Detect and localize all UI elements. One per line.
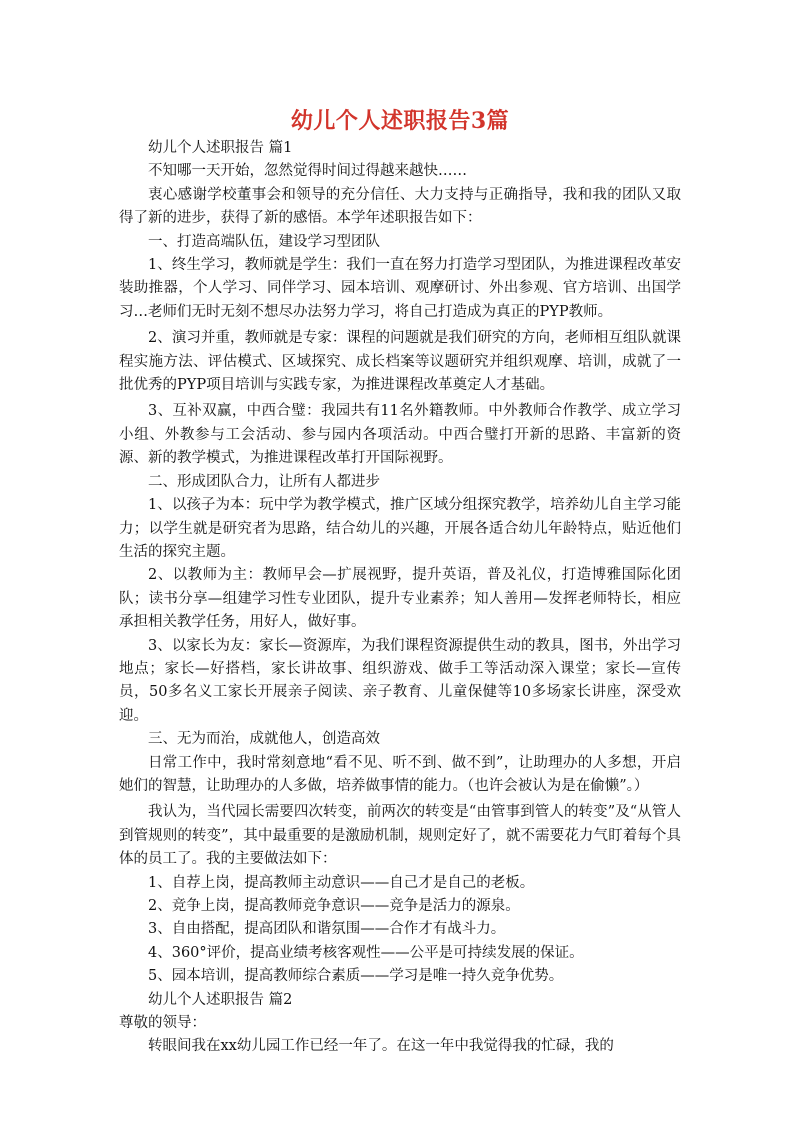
document-title: 幼儿个人述职报告3篇 bbox=[290, 108, 510, 134]
paragraph-teacher-centered: 2、以教师为主：教师早会—扩展视野，提升英语，普及礼仪，打造博雅国际化团队；读书分享—组建学习性专业团队，提升专业素养；知人善用—发挥老师特长，相应承担相关教学任务，用好人，做好事。 bbox=[119, 567, 681, 631]
paragraph-child-centered: 1、以孩子为本：玩中学为教学模式，推广区域分组探究教学，培养幼儿自主学习能力；以学生就是研究者为思路，结合幼儿的兴趣，开展各适合幼儿年龄特点，贴近他们生活的探究主题。 bbox=[119, 497, 681, 560]
heading-two: 二、形成团队合力，让所有人都进步 bbox=[148, 473, 380, 490]
section-heading-part-2: 幼儿个人述职报告 篇2 bbox=[148, 991, 293, 1008]
paragraph-four-changes: 我认为，当代园长需要四次转变，前两次的转变是“由管事到管人的转变”及“从管人到管规则的转变”，其中最重要的是激励机制，规则定好了，就不需要花力气盯着每个具体的员工了。我的主要做法如下： bbox=[119, 804, 681, 868]
paragraph-win-win: 3、互补双赢，中西合璧：我园共有11名外籍教师。中外教师合作教学、成立学习小组、外教参与工会活动、参与园内各项活动。中西合璧打开新的思路、丰富新的资源、新的教学模式，为推进课程改革打开国际视野。 bbox=[119, 403, 681, 467]
list-item-3: 3、自由搭配，提高团队和谐氛围——合作才有战斗力。 bbox=[148, 921, 506, 938]
list-item-5: 5、园本培训，提高教师综合素质——学习是唯一持久竞争优势。 bbox=[148, 968, 564, 985]
paragraph-parents: 3、以家长为友：家长—资源库，为我们课程资源提供生动的教具，图书，外出学习地点；家长—好搭档，家长讲故事、组织游戏、做手工等活动深入课堂；家长—宣传员，50多名义工家长开展亲子阅读、亲子教育、儿童保健等10多场家长讲座，深受欢迎。 bbox=[119, 637, 681, 724]
paragraph-thanks: 衷心感谢学校董事会和领导的充分信任、大力支持与正确指导，我和我的团队又取得了新的进步，获得了新的感悟。本学年述职报告如下： bbox=[119, 186, 681, 227]
paragraph-practice-experts: 2、演习并重，教师就是专家：课程的问题就是我们研究的方向，老师相互组队就课程实施方法、评估模式、区域探究、成长档案等议题研究并组织观摩、培训，成就了一批优秀的PYP项目培训与实践专家，为推进课程改革奠定人才基础。 bbox=[119, 330, 681, 394]
paragraph-opening: 不知哪一天开始，忽然觉得时间过得越来越快…… bbox=[148, 163, 467, 180]
document-body bbox=[119, 137, 681, 1059]
paragraph-lifelong-learning: 1、终生学习，教师就是学生：我们一直在努力打造学习型团队，为推进课程改革安装助推器，个人学习、同伴学习、园本培训、观摩研讨、外出参观、官方培训、出国学习…老师们无时无刻不想尽办法努力学习，将自己打造成为真正的PYP教师。 bbox=[119, 257, 681, 320]
list-item-1: 1、自荐上岗，提高教师主动意识——自己才是自己的老板。 bbox=[148, 874, 535, 891]
paragraph-part-2-opening: 转眼间我在xx幼儿园工作已经一年了。在这一年中我觉得我的忙碌，我的 bbox=[148, 1038, 614, 1055]
heading-three: 三、无为而治，成就他人，创造高效 bbox=[148, 731, 380, 748]
list-item-2: 2、竞争上岗，提高教师竞争意识——竞争是活力的源泉。 bbox=[148, 898, 520, 914]
section-heading-part-1: 幼儿个人述职报告 篇1 bbox=[148, 140, 293, 156]
paragraph-daily-work: 日常工作中，我时常刻意地“看不见、听不到、做不到”，让助理办的人多想，开启她们的智慧，让助理办的人多做，培养做事情的能力。（也许会被认为是在偷懒”。） bbox=[119, 754, 681, 794]
heading-one: 一、打造高端队伍，建设学习型团队 bbox=[148, 233, 380, 250]
list-item-4: 4、360°评价，提高业绩考核客观性——公平是可持续发展的保证。 bbox=[148, 944, 584, 961]
salutation: 尊敬的领导： bbox=[119, 1015, 206, 1032]
